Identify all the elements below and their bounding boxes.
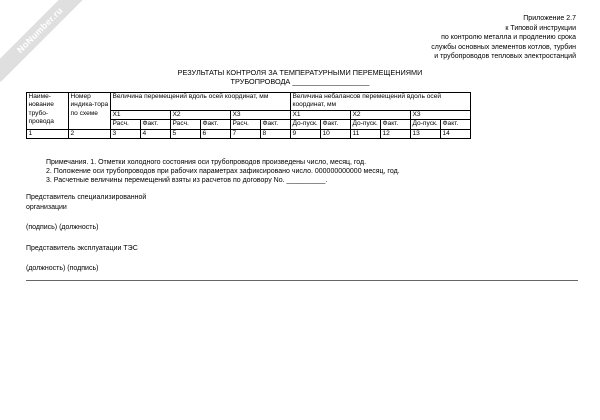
appendix-header: [431, 14, 576, 62]
axis-x3: X3: [231, 110, 291, 119]
title-line-1: РЕЗУЛЬТАТЫ КОНТРОЛЯ ЗА ТЕМПЕРАТУРНЫМИ ПЕРЕМЕЩЕНИЯМИ: [177, 68, 423, 77]
specialized-sign-line: (подпись) (должность): [26, 224, 99, 232]
tes-sign-line: (должность) (подпись): [26, 265, 99, 273]
specialized-rep-label: Представитель специализированной: [26, 194, 147, 201]
subheader-tolerance: До-пуск.: [411, 120, 441, 129]
signatures-block: [26, 193, 146, 274]
appendix-line: и трубопроводов тепловых электростанций: [434, 53, 576, 60]
watermark: NoNumber.ru: [0, 0, 92, 82]
tes-rep-label: Представитель эксплуатации ТЭС: [26, 244, 138, 252]
subheader-fact: Факт.: [441, 120, 471, 129]
column-number: 11: [351, 129, 381, 138]
subheader-calc: Расч.: [171, 120, 201, 129]
column-number: 4: [141, 129, 171, 138]
subheader-fact: Факт.: [261, 120, 291, 129]
table-header-row: [27, 93, 471, 111]
appendix-line: Приложение 2.7: [523, 15, 576, 22]
subheader-fact: Факт.: [201, 120, 231, 129]
column-number: 9: [291, 129, 321, 138]
header-displacement: Величина перемещений вдоль осей координат, мм: [111, 93, 291, 111]
appendix-line: по контролю металла и продлению срока: [441, 34, 576, 41]
column-number: 6: [201, 129, 231, 138]
subheader-fact: Факт.: [381, 120, 411, 129]
document-title: [0, 68, 600, 86]
axis-x1: X1: [111, 110, 171, 119]
note-1: Примечания. 1. Отметки холодного состояния оси трубопроводов произведены число, месяц, год.: [46, 159, 367, 166]
column-number: 14: [441, 129, 471, 138]
header-indicator-number: Номер индика-тора по схеме: [69, 93, 111, 130]
results-table: [26, 92, 471, 139]
page-divider: [26, 280, 578, 281]
notes-block: [46, 158, 400, 186]
column-number: 10: [321, 129, 351, 138]
subheader-tolerance: До-пуск.: [291, 120, 321, 129]
title-line-2: ТРУБОПРОВОДА ___________________: [230, 77, 370, 86]
appendix-line: службы основных элементов котлов, турбин: [431, 43, 576, 51]
column-number: 8: [261, 129, 291, 138]
note-3: 3. Расчетные величины перемещений взяты из расчетов по договору No. __________.: [46, 177, 328, 185]
axis-x3: X3: [411, 110, 471, 119]
subheader-calc: Расч.: [231, 120, 261, 129]
subheader-fact: Факт.: [321, 120, 351, 129]
column-number: 13: [411, 129, 441, 138]
axis-x1: X1: [291, 110, 351, 119]
note-2: 2. Положение оси трубопроводов при рабочих параметрах зафиксировано число. 000000000000 месяц, год.: [46, 168, 400, 176]
column-number: 1: [27, 129, 69, 138]
axis-x2: X2: [171, 110, 231, 119]
subheader-fact: Факт.: [141, 120, 171, 129]
header-unbalance: Величина небалансов перемещений вдоль осей координат, мм: [291, 93, 471, 111]
appendix-line: к Типовой инструкции: [505, 24, 576, 32]
specialized-rep-label: организации: [26, 203, 67, 211]
column-number: 3: [111, 129, 141, 138]
column-number: 12: [381, 129, 411, 138]
column-number: 2: [69, 129, 111, 138]
column-number: 5: [171, 129, 201, 138]
subheader-calc: Расч.: [111, 120, 141, 129]
subheader-tolerance: До-пуск.: [351, 120, 381, 129]
column-number-row: [27, 129, 471, 138]
column-number: 7: [231, 129, 261, 138]
axis-x2: X2: [351, 110, 411, 119]
header-pipeline-name: Наиме-нование трубо-провода: [27, 93, 69, 130]
